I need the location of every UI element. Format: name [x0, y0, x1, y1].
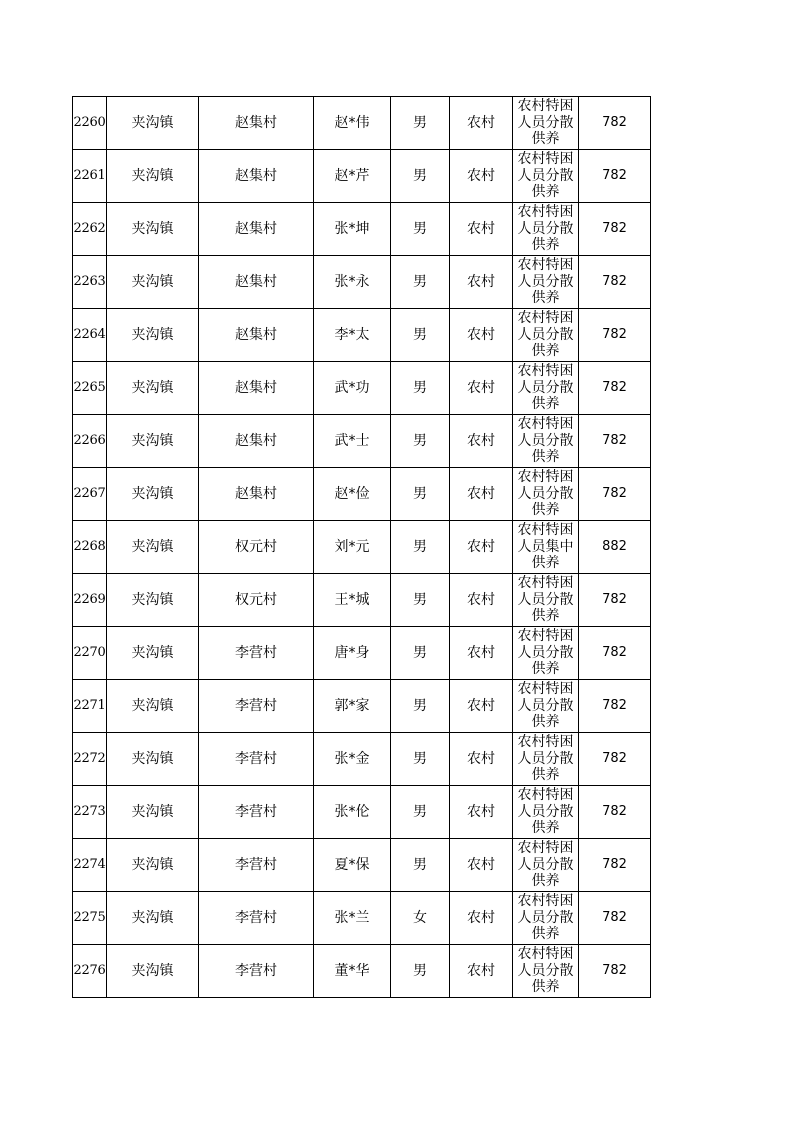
cell-area-type: 农村: [450, 521, 513, 574]
cell-support-type: [513, 415, 579, 468]
cell-person-name: 李*太: [314, 309, 391, 362]
cell-support-type: [513, 309, 579, 362]
cell-village: 赵集村: [199, 362, 314, 415]
cell-area-type: 农村: [450, 203, 513, 256]
table-row: [73, 892, 651, 945]
cell-gender: 男: [391, 97, 450, 150]
cell-village: 权元村: [199, 574, 314, 627]
cell-amount: 782: [579, 97, 651, 150]
cell-person-name: 赵*芹: [314, 150, 391, 203]
table-row: [73, 680, 651, 733]
cell-village: 赵集村: [199, 203, 314, 256]
cell-village: 李营村: [199, 892, 314, 945]
cell-area-type: 农村: [450, 627, 513, 680]
support-type-text: 农村特困人员分散供养: [517, 310, 574, 359]
support-type-text: 农村特困人员分散供养: [517, 257, 574, 306]
cell-support-type: [513, 892, 579, 945]
cell-town: 夹沟镇: [107, 362, 199, 415]
cell-town: 夹沟镇: [107, 150, 199, 203]
table-row: [73, 945, 651, 998]
cell-support-type: [513, 733, 579, 786]
cell-person-name: 唐*身: [314, 627, 391, 680]
cell-serial-number: 2273: [73, 786, 107, 839]
cell-amount: 782: [579, 150, 651, 203]
cell-amount: 782: [579, 892, 651, 945]
support-type-text: 农村特困人员分散供养: [517, 469, 574, 518]
cell-town: 夹沟镇: [107, 839, 199, 892]
cell-amount: 782: [579, 627, 651, 680]
cell-support-type: [513, 362, 579, 415]
cell-person-name: 刘*元: [314, 521, 391, 574]
cell-village: 赵集村: [199, 256, 314, 309]
cell-area-type: 农村: [450, 150, 513, 203]
cell-gender: 男: [391, 362, 450, 415]
cell-support-type: [513, 468, 579, 521]
cell-village: 李营村: [199, 839, 314, 892]
table-row: [73, 415, 651, 468]
cell-amount: 782: [579, 945, 651, 998]
cell-gender: 男: [391, 415, 450, 468]
cell-village: 李营村: [199, 786, 314, 839]
cell-person-name: 武*功: [314, 362, 391, 415]
cell-area-type: 农村: [450, 892, 513, 945]
cell-area-type: 农村: [450, 945, 513, 998]
table-row: [73, 256, 651, 309]
cell-village: 权元村: [199, 521, 314, 574]
cell-person-name: 王*城: [314, 574, 391, 627]
cell-gender: 男: [391, 203, 450, 256]
cell-amount: 782: [579, 203, 651, 256]
cell-village: 李营村: [199, 627, 314, 680]
recipient-table: [72, 96, 651, 998]
support-type-text: 农村特困人员分散供养: [517, 575, 574, 624]
cell-serial-number: 2262: [73, 203, 107, 256]
cell-village: 赵集村: [199, 468, 314, 521]
cell-person-name: 郭*家: [314, 680, 391, 733]
cell-serial-number: 2266: [73, 415, 107, 468]
cell-person-name: 张*兰: [314, 892, 391, 945]
cell-village: 赵集村: [199, 415, 314, 468]
cell-town: 夹沟镇: [107, 97, 199, 150]
cell-amount: 882: [579, 521, 651, 574]
support-type-text: 农村特困人员分散供养: [517, 204, 574, 253]
table-row: [73, 839, 651, 892]
cell-serial-number: 2272: [73, 733, 107, 786]
cell-village: 赵集村: [199, 150, 314, 203]
cell-amount: 782: [579, 839, 651, 892]
cell-area-type: 农村: [450, 97, 513, 150]
cell-area-type: 农村: [450, 733, 513, 786]
support-type-text: 农村特困人员集中供养: [517, 522, 574, 571]
support-type-text: 农村特困人员分散供养: [517, 416, 574, 465]
cell-amount: 782: [579, 362, 651, 415]
cell-area-type: 农村: [450, 786, 513, 839]
cell-amount: 782: [579, 733, 651, 786]
cell-person-name: 董*华: [314, 945, 391, 998]
cell-support-type: [513, 680, 579, 733]
support-type-text: 农村特困人员分散供养: [517, 787, 574, 836]
cell-person-name: 张*金: [314, 733, 391, 786]
cell-gender: 男: [391, 945, 450, 998]
cell-person-name: 赵*俭: [314, 468, 391, 521]
table-row: [73, 733, 651, 786]
cell-serial-number: 2267: [73, 468, 107, 521]
cell-person-name: 张*永: [314, 256, 391, 309]
cell-town: 夹沟镇: [107, 680, 199, 733]
cell-support-type: [513, 786, 579, 839]
support-type-text: 农村特困人员分散供养: [517, 893, 574, 942]
cell-area-type: 农村: [450, 362, 513, 415]
cell-support-type: [513, 521, 579, 574]
support-type-text: 农村特困人员分散供养: [517, 946, 574, 995]
cell-town: 夹沟镇: [107, 786, 199, 839]
cell-gender: 男: [391, 839, 450, 892]
cell-area-type: 农村: [450, 309, 513, 362]
cell-town: 夹沟镇: [107, 733, 199, 786]
cell-serial-number: 2274: [73, 839, 107, 892]
table-row: [73, 574, 651, 627]
cell-town: 夹沟镇: [107, 945, 199, 998]
support-type-text: 农村特困人员分散供养: [517, 681, 574, 730]
cell-town: 夹沟镇: [107, 309, 199, 362]
cell-village: 赵集村: [199, 97, 314, 150]
cell-village: 李营村: [199, 680, 314, 733]
table-row: [73, 150, 651, 203]
cell-support-type: [513, 574, 579, 627]
cell-gender: 男: [391, 256, 450, 309]
support-type-text: 农村特困人员分散供养: [517, 734, 574, 783]
cell-serial-number: 2260: [73, 97, 107, 150]
table-row: [73, 468, 651, 521]
cell-gender: 女: [391, 892, 450, 945]
cell-area-type: 农村: [450, 839, 513, 892]
table-row: [73, 521, 651, 574]
cell-serial-number: 2265: [73, 362, 107, 415]
cell-amount: 782: [579, 468, 651, 521]
cell-area-type: 农村: [450, 574, 513, 627]
cell-support-type: [513, 839, 579, 892]
cell-support-type: [513, 150, 579, 203]
support-type-text: 农村特困人员分散供养: [517, 151, 574, 200]
table-row: [73, 97, 651, 150]
table-row: [73, 203, 651, 256]
cell-town: 夹沟镇: [107, 256, 199, 309]
cell-person-name: 张*伦: [314, 786, 391, 839]
cell-village: 李营村: [199, 945, 314, 998]
table-row: [73, 786, 651, 839]
cell-area-type: 农村: [450, 415, 513, 468]
cell-support-type: [513, 256, 579, 309]
cell-amount: 782: [579, 415, 651, 468]
cell-gender: 男: [391, 627, 450, 680]
cell-town: 夹沟镇: [107, 521, 199, 574]
cell-town: 夹沟镇: [107, 468, 199, 521]
support-type-text: 农村特困人员分散供养: [517, 840, 574, 889]
cell-amount: 782: [579, 256, 651, 309]
cell-town: 夹沟镇: [107, 574, 199, 627]
cell-town: 夹沟镇: [107, 203, 199, 256]
cell-support-type: [513, 203, 579, 256]
cell-serial-number: 2276: [73, 945, 107, 998]
cell-gender: 男: [391, 680, 450, 733]
table-row: [73, 627, 651, 680]
cell-serial-number: 2271: [73, 680, 107, 733]
cell-serial-number: 2269: [73, 574, 107, 627]
cell-gender: 男: [391, 150, 450, 203]
cell-gender: 男: [391, 574, 450, 627]
cell-serial-number: 2270: [73, 627, 107, 680]
cell-village: 李营村: [199, 733, 314, 786]
table-row: [73, 362, 651, 415]
cell-gender: 男: [391, 309, 450, 362]
support-type-text: 农村特困人员分散供养: [517, 98, 574, 147]
cell-area-type: 农村: [450, 468, 513, 521]
cell-support-type: [513, 945, 579, 998]
cell-person-name: 张*坤: [314, 203, 391, 256]
cell-gender: 男: [391, 786, 450, 839]
cell-town: 夹沟镇: [107, 892, 199, 945]
support-type-text: 农村特困人员分散供养: [517, 628, 574, 677]
cell-serial-number: 2268: [73, 521, 107, 574]
cell-person-name: 夏*保: [314, 839, 391, 892]
cell-amount: 782: [579, 309, 651, 362]
cell-village: 赵集村: [199, 309, 314, 362]
cell-area-type: 农村: [450, 680, 513, 733]
cell-gender: 男: [391, 468, 450, 521]
table-body: [73, 97, 651, 998]
cell-serial-number: 2264: [73, 309, 107, 362]
cell-support-type: [513, 627, 579, 680]
cell-person-name: 赵*伟: [314, 97, 391, 150]
cell-gender: 男: [391, 521, 450, 574]
cell-town: 夹沟镇: [107, 627, 199, 680]
cell-serial-number: 2263: [73, 256, 107, 309]
cell-support-type: [513, 97, 579, 150]
cell-town: 夹沟镇: [107, 415, 199, 468]
cell-gender: 男: [391, 733, 450, 786]
table-row: [73, 309, 651, 362]
cell-serial-number: 2275: [73, 892, 107, 945]
cell-amount: 782: [579, 574, 651, 627]
cell-amount: 782: [579, 786, 651, 839]
cell-serial-number: 2261: [73, 150, 107, 203]
cell-person-name: 武*士: [314, 415, 391, 468]
cell-amount: 782: [579, 680, 651, 733]
support-type-text: 农村特困人员分散供养: [517, 363, 574, 412]
cell-area-type: 农村: [450, 256, 513, 309]
